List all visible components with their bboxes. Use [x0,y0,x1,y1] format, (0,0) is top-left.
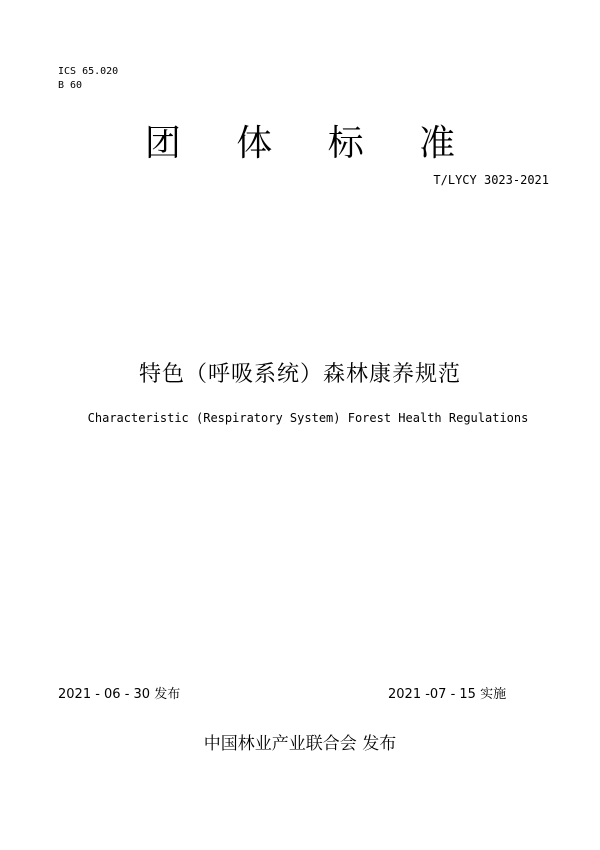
standard-type-heading: 团 体 标 准 [144,123,478,164]
publisher: 中国林业产业联合会 发布 [203,734,397,754]
ics-code: ICS 65.020 [58,66,119,77]
standard-number: T/LYCY 3023-2021 [433,173,549,187]
issue-date: 2021 - 06 - 30 发布 [58,687,181,702]
document-title-chinese: 特色（呼吸系统）森林康养规范 [138,362,461,387]
implementation-date: 2021 -07 - 15 实施 [388,687,507,702]
ccs-code: B 60 [58,80,83,91]
document-title-english: Characteristic (Respiratory System) Forest Health Regulations [87,411,529,425]
